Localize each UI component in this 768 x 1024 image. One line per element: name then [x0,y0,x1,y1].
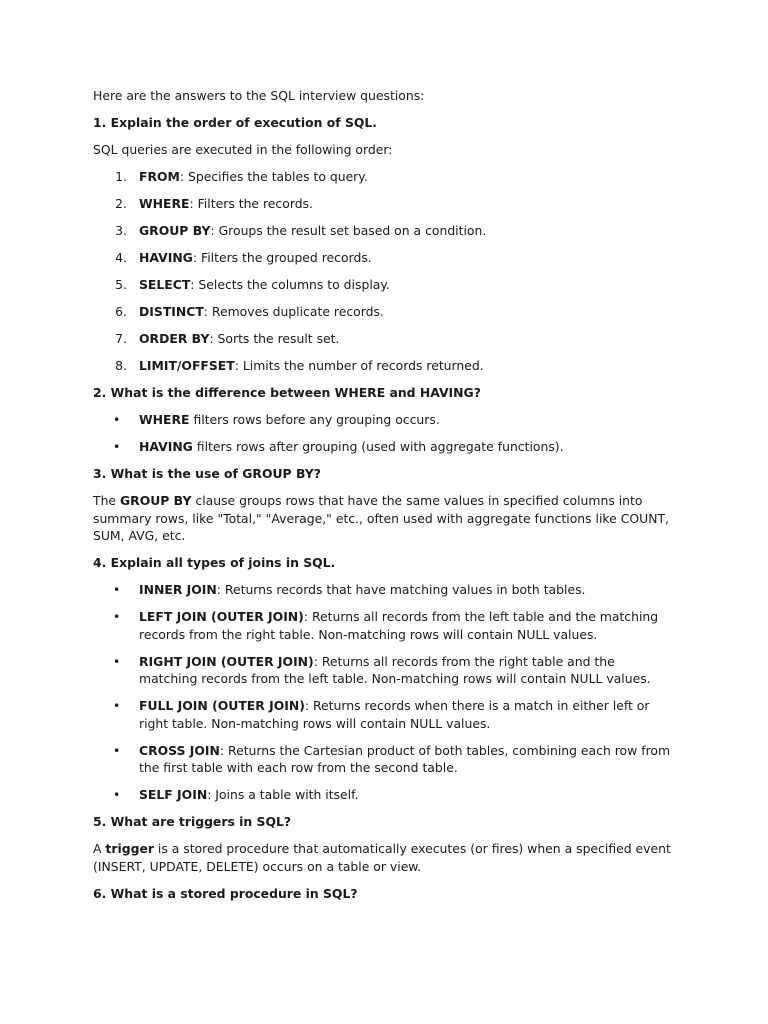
question-6-heading: 6. What is a stored procedure in SQL? [93,885,358,901]
list-term: CROSS JOIN [139,742,220,758]
list-term: GROUP BY [139,223,211,238]
answer-text: The [93,493,120,508]
list-number: 1. [115,169,127,184]
list-number: 3. [115,223,127,238]
list-item [93,330,673,348]
list-item [93,786,673,804]
intro-text: Here are the answers to the SQL interview questions: [93,88,425,103]
list-number: 2. [115,196,127,211]
list-term: HAVING [139,439,193,454]
list-item [93,697,673,732]
list-term: INNER JOIN [139,582,217,597]
list-desc: : Selects the columns to display. [190,277,390,292]
list-desc: : Joins a table with itself. [207,787,359,802]
question-4-heading: 4. Explain all types of joins in SQL. [93,555,336,570]
bullet-icon: • [113,742,121,758]
execution-order-list [93,168,673,375]
list-desc: : Specifies the tables to query. [179,169,368,184]
list-term: HAVING [139,250,193,265]
bullet-icon: • [113,609,121,624]
list-desc: : Filters the records. [189,196,313,211]
list-item [93,742,673,777]
question-3-heading: 3. What is the use of GROUP BY? [93,466,321,481]
list-desc: filters rows after grouping (used with aggregate functions). [192,439,564,454]
bullet-icon: • [113,653,121,669]
bullet-icon: • [113,582,121,597]
list-desc: filters rows before any grouping occurs. [189,412,440,427]
question-1-lead: SQL queries are executed in the following order: [93,142,393,157]
answer-text: is a stored procedure that automatically executes (or fires) when a specified event (INSERT, UPDATE, DELETE) occurs on a table or view. [93,841,671,874]
list-number: 8. [115,358,127,373]
list-item [93,303,673,321]
question-3-answer [93,492,673,545]
answer-term: trigger [105,841,154,856]
list-term: RIGHT JOIN (OUTER JOIN) [139,653,314,669]
list-term: DISTINCT [139,304,204,319]
list-item [93,249,673,267]
list-desc: : Returns all records from the right table and the matching records from the left table. Non-matching rows will contain NULL values. [139,653,651,686]
list-desc: : Removes duplicate records. [203,304,384,319]
list-desc: : Returns all records from the left table and the matching records from the right table. Non-matching rows will contain NULL values. [139,609,659,642]
joins-list [93,581,673,804]
list-item [93,357,673,375]
list-item [93,195,673,213]
answer-text: clause groups rows that have the same values in specified columns into summary rows, like "Total," "Average," etc., often used with aggregate functions like COUNT, SUM, AVG, etc. [93,493,669,543]
list-item [93,608,673,643]
bullet-icon: • [113,412,121,427]
list-desc: : Returns records that have matching values in both tables. [216,582,586,597]
list-term: SELECT [139,277,191,292]
list-desc: : Sorts the result set. [209,331,340,346]
list-item [93,168,673,186]
list-item [93,276,673,294]
list-desc: : Groups the result set based on a condition. [210,223,487,238]
list-term: FULL JOIN (OUTER JOIN) [139,698,305,713]
list-desc: : Returns the Cartesian product of both tables, combining each row from the first table with each row from the second table. [139,742,671,775]
question-1-heading: 1. Explain the order of execution of SQL. [93,115,378,130]
bullet-icon: • [113,787,121,802]
question-5-heading: 5. What are triggers in SQL? [93,814,292,829]
list-desc: : Limits the number of records returned. [234,358,484,373]
list-desc: : Returns records when there is a match in either left or right table. Non-matching rows will contain NULL values. [139,698,650,731]
list-number: 6. [115,304,127,319]
question-5-answer [93,840,673,875]
list-item [93,438,673,456]
answer-term: GROUP BY [119,493,192,508]
list-term: FROM [139,169,180,184]
list-number: 4. [115,250,127,265]
list-item [93,222,673,240]
list-number: 5. [115,277,127,292]
question-2-heading: 2. What is the difference between WHERE and HAVING? [93,385,481,400]
where-having-list [93,411,673,456]
list-item [93,581,673,599]
answer-text: A [93,841,106,856]
list-term: SELF JOIN [139,787,208,802]
list-item [93,411,673,429]
list-term: WHERE [139,196,190,211]
list-term: LEFT JOIN (OUTER JOIN) [139,609,304,624]
list-term: WHERE [139,412,190,427]
bullet-icon: • [113,698,121,713]
list-item [93,653,673,688]
list-desc: : Filters the grouped records. [192,250,372,265]
list-number: 7. [115,331,127,346]
list-term: ORDER BY [139,331,210,346]
bullet-icon: • [113,439,121,454]
document-body [93,87,673,912]
list-term: LIMIT/OFFSET [139,358,235,373]
